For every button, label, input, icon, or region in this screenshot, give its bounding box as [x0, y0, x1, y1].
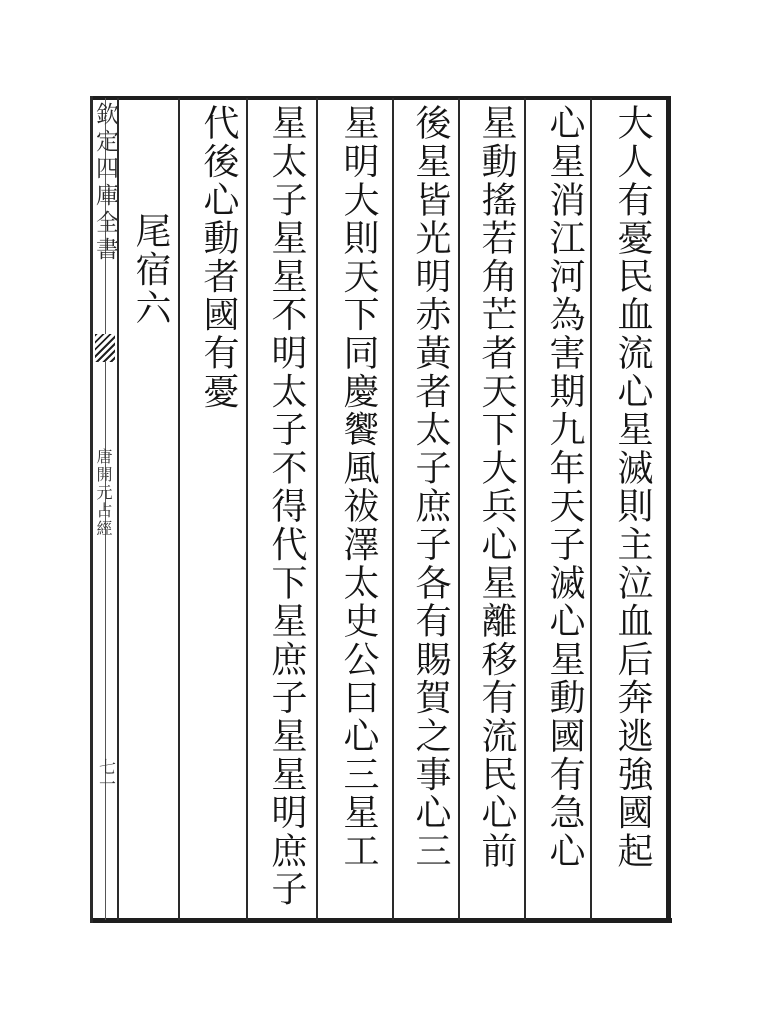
- banxin-title: 欽定四庫全書: [92, 102, 118, 264]
- frame-top-border: [90, 96, 670, 100]
- text-column-2: [532, 104, 596, 916]
- section-heading-column: [118, 212, 182, 1024]
- frame-right-border: [666, 96, 671, 923]
- column-text: 太史公曰心三星工: [338, 563, 379, 871]
- column-text: 星太子星星不明太子不得代下星庶子星星明庶子: [266, 104, 307, 909]
- fish-tail-mark-icon: [95, 334, 115, 362]
- column-text: 心星動國有急心: [544, 601, 585, 871]
- banxin-subtitle: 唐開元占經: [94, 448, 113, 538]
- column-text: 心星離移有流民心前: [476, 525, 517, 871]
- text-column-5: [326, 104, 390, 916]
- column-divider: [392, 98, 394, 920]
- text-column-7: [186, 104, 250, 916]
- text-column-6: [254, 104, 318, 916]
- column-text: 心星消江河為害期九年天子滅: [544, 104, 585, 602]
- section-heading: 尾宿六: [130, 212, 171, 327]
- text-column-4: [398, 104, 462, 916]
- column-text: 心三: [410, 793, 451, 871]
- text-column-3: [464, 104, 528, 916]
- text-column-1: [600, 104, 664, 916]
- banxin-page-number: 七一: [95, 758, 115, 792]
- column-text: 後星皆光明赤黃者太子庶子各有賜賀之事: [410, 104, 451, 794]
- column-text: 代後心動者國有憂: [198, 104, 239, 411]
- column-text: 大人有憂民血流心星滅則主泣血后奔逃強國起: [612, 104, 653, 870]
- column-text: 星動搖若角芒者天下大兵: [476, 104, 517, 526]
- column-text: 星明大則天下同慶饗風祓澤: [338, 104, 379, 564]
